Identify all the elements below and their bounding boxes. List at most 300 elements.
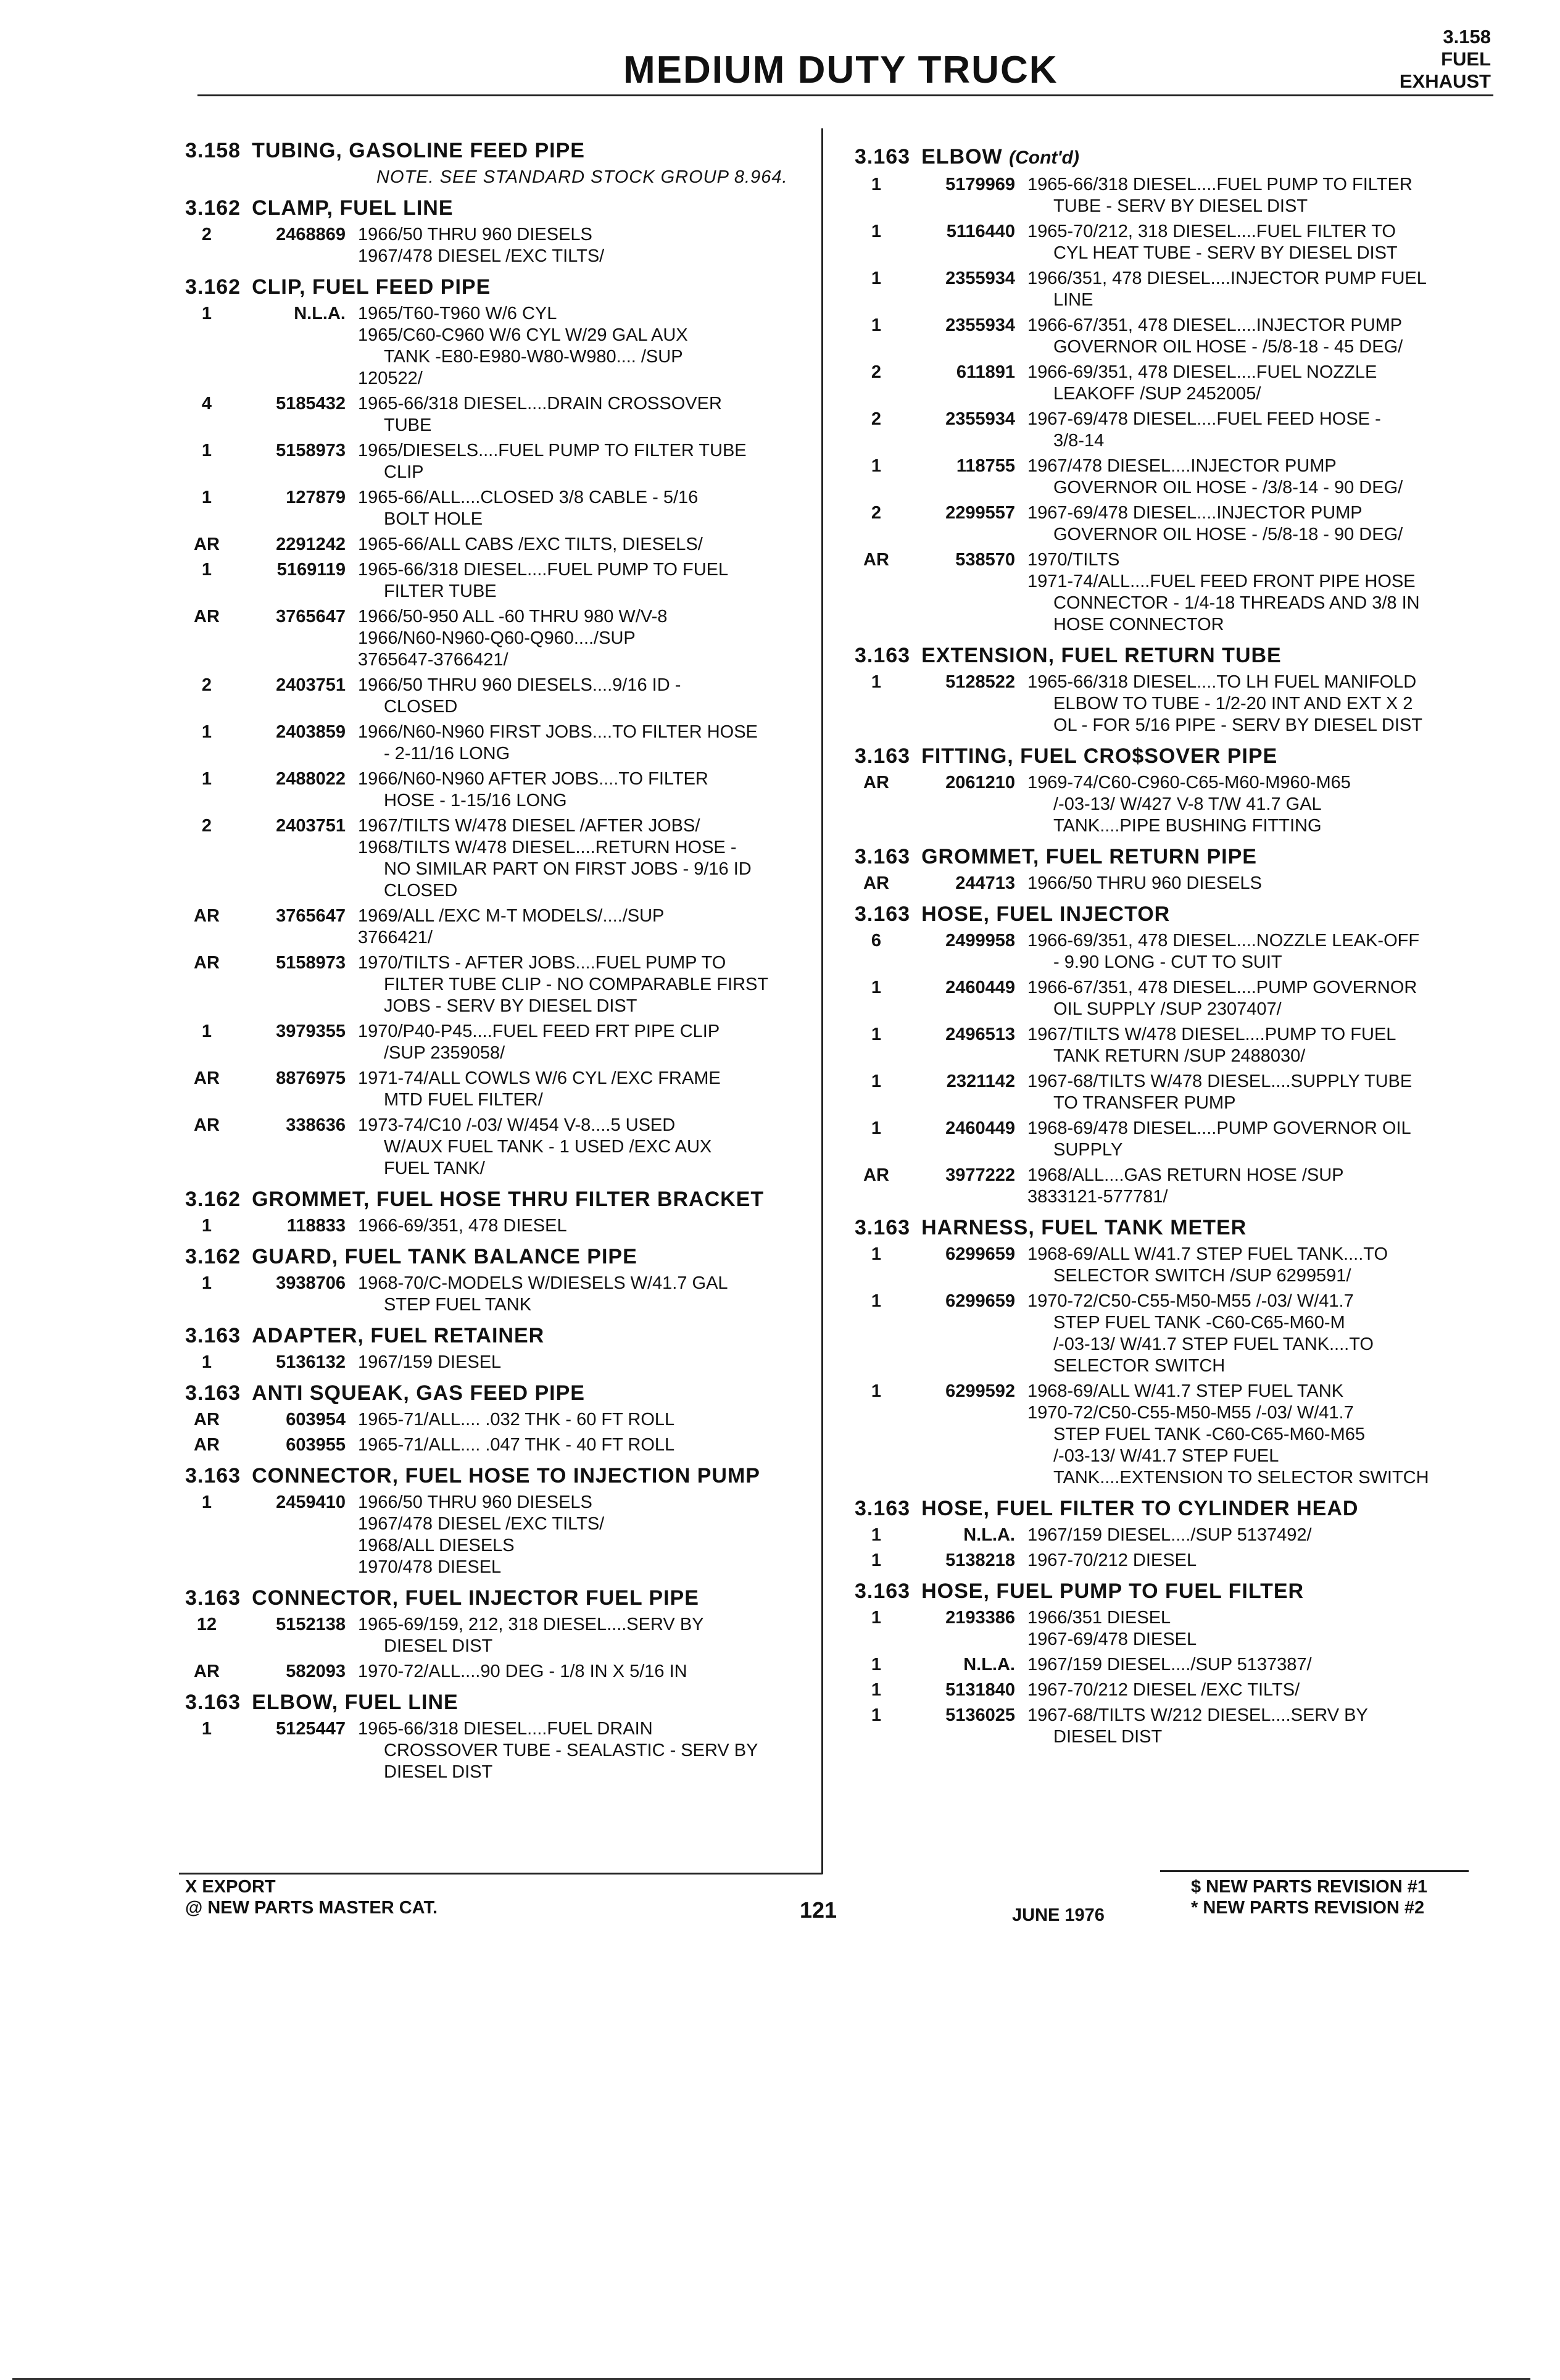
description-line: 1965-66/318 DIESEL....FUEL PUMP TO FUEL <box>358 560 729 580</box>
part-entry <box>855 672 1503 736</box>
part-quantity: 1 <box>871 1071 882 1091</box>
description-line: 1968/ALL DIESELS <box>358 1536 515 1555</box>
description-line: 1967/TILTS W/478 DIESEL /AFTER JOBS/ <box>358 816 700 836</box>
part-quantity: 1 <box>201 488 212 507</box>
description-line: TUBE <box>384 415 432 435</box>
part-entry <box>185 487 815 530</box>
part-number: 2291242 <box>276 535 346 554</box>
catalog-section <box>185 1187 815 1237</box>
part-quantity: 1 <box>871 672 882 692</box>
section-number: 3.162 <box>185 1245 241 1268</box>
part-entry <box>185 559 815 602</box>
description-line: 1965/DIESELS....FUEL PUMP TO FILTER TUBE <box>358 441 747 460</box>
description-line: BOLT HOLE <box>384 509 483 529</box>
description-line: OIL SUPPLY /SUP 2307407/ <box>1053 999 1282 1019</box>
description-line: TANK....PIPE BUSHING FITTING <box>1053 816 1322 836</box>
description-line: 1971-74/ALL COWLS W/6 CYL /EXC FRAME <box>358 1068 721 1088</box>
part-number: 2460449 <box>945 978 1015 997</box>
footer-master-cat-note: @ NEW PARTS MASTER CAT. <box>185 1898 438 1918</box>
part-number: 2355934 <box>945 315 1015 335</box>
description-line: 1965-66/318 DIESEL....FUEL PUMP TO FILTER <box>1027 175 1413 194</box>
part-number: 3765647 <box>276 607 346 626</box>
section-heading <box>185 1463 815 1488</box>
description-line: 1967-69/478 DIESEL....FUEL FEED HOSE - <box>1027 409 1381 429</box>
description-line: 1967/159 DIESEL..../SUP 5137387/ <box>1027 1655 1312 1675</box>
part-description <box>1027 1024 1503 1067</box>
description-line: 1965-66/318 DIESEL....FUEL DRAIN <box>358 1719 653 1739</box>
description-line: TUBE - SERV BY DIESEL DIST <box>1053 196 1308 216</box>
part-description <box>1027 268 1503 311</box>
part-number: 5179969 <box>945 175 1015 194</box>
part-quantity: AR <box>194 1410 220 1429</box>
section-title: CONNECTOR, FUEL INJECTOR FUEL PIPE <box>252 1586 699 1610</box>
part-entry <box>185 722 815 765</box>
catalog-section <box>855 1215 1503 1489</box>
description-line: 1967/478 DIESEL....INJECTOR PUMP <box>1027 456 1337 476</box>
description-line: STEP FUEL TANK -C60-C65-M60-M <box>1053 1313 1345 1333</box>
part-entry <box>185 1352 815 1373</box>
part-description <box>1027 315 1503 358</box>
part-quantity: 1 <box>871 222 882 241</box>
part-description <box>1027 1679 1503 1701</box>
section-title: ELBOW <box>921 145 1003 169</box>
section-title: GROMMET, FUEL RETURN PIPE <box>921 845 1257 868</box>
description-line: LINE <box>1053 290 1093 310</box>
part-description <box>358 1115 815 1180</box>
description-line: 1968/TILTS W/478 DIESEL....RETURN HOSE - <box>358 838 737 857</box>
part-description <box>1027 672 1503 736</box>
catalog-section <box>855 643 1503 736</box>
part-entry <box>185 1021 815 1064</box>
description-line: DIESEL DIST <box>384 1636 493 1656</box>
part-quantity: 2 <box>871 503 882 523</box>
part-quantity: 1 <box>871 1244 882 1264</box>
section-heading <box>855 643 1503 668</box>
section-number: 3.158 <box>185 139 241 162</box>
part-number: 2499958 <box>945 931 1015 951</box>
part-number: 2193386 <box>945 1608 1015 1628</box>
description-line: 1970-72/C50-C55-M50-M55 /-03/ W/41.7 <box>1027 1291 1354 1311</box>
part-number: N.L.A. <box>294 304 346 323</box>
part-entry <box>185 393 815 436</box>
part-number: 8876975 <box>276 1068 346 1088</box>
part-number: N.L.A. <box>963 1525 1015 1545</box>
part-description <box>358 1614 815 1657</box>
part-quantity: 2 <box>871 409 882 429</box>
part-description <box>1027 1118 1503 1161</box>
part-entry <box>855 1291 1503 1377</box>
description-line: 1965/T60-T960 W/6 CYL <box>358 304 557 323</box>
part-description <box>358 1273 815 1316</box>
description-line: 1966-69/351, 478 DIESEL....NOZZLE LEAK-OFF <box>1027 931 1420 951</box>
description-line: CYL HEAT TUBE - SERV BY DIESEL DIST <box>1053 243 1398 263</box>
part-entry <box>185 1273 815 1316</box>
footer-revision-1: $ NEW PARTS REVISION #1 <box>1191 1877 1427 1897</box>
part-number: 6299659 <box>945 1244 1015 1264</box>
part-number: 3938706 <box>276 1273 346 1293</box>
part-entry <box>185 534 815 555</box>
part-entry <box>855 1165 1503 1208</box>
description-line: 1970/TILTS - AFTER JOBS....FUEL PUMP TO <box>358 953 726 973</box>
part-quantity: 1 <box>201 560 212 580</box>
section-number: 3.163 <box>185 1464 241 1488</box>
description-line: W/AUX FUEL TANK - 1 USED /EXC AUX <box>384 1137 712 1157</box>
part-quantity: AR <box>194 1435 220 1455</box>
catalog-section <box>185 1463 815 1578</box>
part-quantity: 1 <box>871 1118 882 1138</box>
description-line: 1968-69/478 DIESEL....PUMP GOVERNOR OIL <box>1027 1118 1411 1138</box>
part-entry <box>855 315 1503 358</box>
part-entry <box>855 174 1503 217</box>
part-number: 3977222 <box>945 1165 1015 1185</box>
part-description <box>358 952 815 1017</box>
catalog-section <box>185 1586 815 1683</box>
section-number: 3.163 <box>855 744 911 768</box>
section-heading <box>855 1579 1503 1604</box>
publication-date: JUNE 1976 <box>1012 1905 1105 1925</box>
part-number: 538570 <box>955 550 1015 570</box>
part-quantity: 1 <box>201 441 212 460</box>
section-heading <box>185 1586 815 1610</box>
description-line: /-03-13/ W/41.7 STEP FUEL TANK....TO <box>1053 1334 1374 1354</box>
part-description <box>1027 1654 1503 1676</box>
part-number: 5138218 <box>945 1550 1015 1570</box>
description-line: 3765647-3766421/ <box>358 650 508 670</box>
part-description <box>358 1492 815 1578</box>
description-line: STEP FUEL TANK -C60-C65-M60-M65 <box>1053 1425 1365 1444</box>
part-entry <box>185 1409 815 1431</box>
part-entry <box>185 675 815 718</box>
part-quantity: AR <box>194 607 220 626</box>
part-quantity: 1 <box>871 175 882 194</box>
part-entry <box>185 905 815 949</box>
description-line: TANK RETURN /SUP 2488030/ <box>1053 1046 1306 1066</box>
description-line: 1966/351 DIESEL <box>1027 1608 1171 1628</box>
description-line: CLOSED <box>384 697 458 717</box>
part-number: 2403751 <box>276 816 346 836</box>
description-line: 1966-67/351, 478 DIESEL....PUMP GOVERNOR <box>1027 978 1417 997</box>
description-line: 1966/50 THRU 960 DIESELS <box>358 1492 592 1512</box>
part-entry <box>185 606 815 671</box>
section-title: EXTENSION, FUEL RETURN TUBE <box>921 644 1282 667</box>
section-number: 3.163 <box>185 1586 241 1610</box>
section-heading <box>185 1381 815 1405</box>
part-quantity: 1 <box>201 1352 212 1372</box>
description-line: 1967-68/TILTS W/478 DIESEL....SUPPLY TUBE <box>1027 1071 1413 1091</box>
section-heading <box>185 1244 815 1269</box>
part-quantity: AR <box>194 953 220 973</box>
description-line: GOVERNOR OIL HOSE - /5/8-18 - 90 DEG/ <box>1053 525 1403 544</box>
part-description <box>358 487 815 530</box>
section-title: FITTING, FUEL CRO$SOVER PIPE <box>921 744 1278 768</box>
part-description <box>358 1409 815 1431</box>
part-description <box>358 440 815 483</box>
part-description <box>1027 930 1503 973</box>
description-line: 1967/159 DIESEL..../SUP 5137492/ <box>1027 1525 1312 1545</box>
part-entry <box>185 1434 815 1456</box>
description-line: 1971-74/ALL....FUEL FEED FRONT PIPE HOSE <box>1027 572 1416 591</box>
part-quantity: AR <box>194 906 220 926</box>
description-line: 1967-69/478 DIESEL....INJECTOR PUMP <box>1027 503 1363 523</box>
description-line: 1970-72/ALL....90 DEG - 1/8 IN X 5/16 IN <box>358 1662 687 1681</box>
part-entry <box>855 502 1503 546</box>
section-title: HOSE, FUEL PUMP TO FUEL FILTER <box>921 1579 1305 1603</box>
part-quantity: 1 <box>871 268 882 288</box>
description-line: TO TRANSFER PUMP <box>1053 1093 1236 1113</box>
description-line: /-03-13/ W/41.7 STEP FUEL <box>1053 1446 1279 1466</box>
section-group: FUEL <box>1441 48 1491 70</box>
part-entry <box>185 1718 815 1783</box>
page-title: MEDIUM DUTY TRUCK <box>623 49 1058 91</box>
header-rule <box>197 94 1493 96</box>
part-description <box>1027 772 1503 837</box>
part-number: 5158973 <box>276 441 346 460</box>
part-quantity: 1 <box>871 1025 882 1044</box>
section-number: 3.163 <box>855 1579 911 1603</box>
part-quantity: 1 <box>201 722 212 742</box>
catalog-section <box>185 196 815 267</box>
description-line: HOSE CONNECTOR <box>1053 615 1224 635</box>
part-description <box>358 1434 815 1456</box>
catalog-section <box>855 1579 1503 1748</box>
description-line: 1966/50 THRU 960 DIESELS <box>358 225 592 244</box>
section-heading <box>185 1690 815 1715</box>
part-description <box>1027 1550 1503 1571</box>
part-description <box>358 559 815 602</box>
part-entry <box>855 362 1503 405</box>
part-description <box>1027 1244 1503 1287</box>
part-number: 2321142 <box>946 1071 1015 1091</box>
description-line: 1967-69/478 DIESEL <box>1027 1629 1197 1649</box>
description-line: 1966-69/351, 478 DIESEL <box>358 1216 567 1236</box>
part-description <box>1027 873 1503 894</box>
part-description <box>1027 502 1503 546</box>
part-quantity: 1 <box>871 978 882 997</box>
part-description <box>358 393 815 436</box>
description-line: - 9.90 LONG - CUT TO SUIT <box>1053 952 1282 972</box>
part-description <box>358 1215 815 1237</box>
description-line: NO SIMILAR PART ON FIRST JOBS - 9/16 ID <box>384 859 752 879</box>
part-entry <box>185 952 815 1017</box>
description-line: 1970/TILTS <box>1027 550 1120 570</box>
part-number: 244713 <box>955 873 1015 893</box>
part-quantity: 1 <box>871 1608 882 1628</box>
part-description <box>358 1021 815 1064</box>
part-description <box>358 1661 815 1683</box>
left-column <box>185 131 815 1787</box>
description-line: 1967-70/212 DIESEL /EXC TILTS/ <box>1027 1680 1300 1700</box>
description-line: FILTER TUBE <box>384 581 497 601</box>
part-quantity: 1 <box>871 1381 882 1401</box>
description-line: CROSSOVER TUBE - SEALASTIC - SERV BY <box>384 1741 758 1760</box>
part-number: 2459410 <box>276 1492 346 1512</box>
part-description <box>1027 174 1503 217</box>
description-line: 1967-68/TILTS W/212 DIESEL....SERV BY <box>1027 1705 1368 1725</box>
description-line: SELECTOR SWITCH /SUP 6299591/ <box>1053 1266 1351 1286</box>
description-line: OL - FOR 5/16 PIPE - SERV BY DIESEL DIST <box>1053 715 1422 735</box>
description-line: HOSE - 1-15/16 LONG <box>384 791 567 810</box>
section-heading <box>855 902 1503 926</box>
part-entry <box>185 224 815 267</box>
footer-legend-left <box>185 1876 438 1918</box>
section-number: 3.162 <box>185 1188 241 1211</box>
description-line: 1970-72/C50-C55-M50-M55 /-03/ W/41.7 <box>1027 1403 1354 1423</box>
description-line: CLIP <box>384 462 424 482</box>
description-line: 1966/N60-N960 FIRST JOBS....TO FILTER HOSE <box>358 722 758 742</box>
description-line: SUPPLY <box>1053 1140 1123 1160</box>
part-number: 2355934 <box>945 268 1015 288</box>
part-entry <box>185 815 815 902</box>
part-entry <box>855 221 1503 264</box>
section-title: HARNESS, FUEL TANK METER <box>921 1216 1247 1239</box>
description-line: 3766421/ <box>358 928 433 947</box>
description-line: 1965/C60-C960 W/6 CYL W/29 GAL AUX <box>358 325 688 345</box>
part-quantity: 1 <box>201 769 212 789</box>
part-entry <box>855 1071 1503 1114</box>
part-quantity: 12 <box>196 1615 217 1634</box>
part-entry <box>855 1381 1503 1489</box>
description-line: /SUP 2359058/ <box>384 1043 505 1063</box>
part-number: 5136025 <box>945 1705 1015 1725</box>
part-quantity: 1 <box>871 1655 882 1675</box>
part-description <box>358 606 815 671</box>
description-line: 1965-71/ALL.... .032 THK - 60 FT ROLL <box>358 1410 675 1429</box>
part-entry <box>185 440 815 483</box>
part-description <box>358 534 815 555</box>
part-description <box>1027 1525 1503 1546</box>
part-quantity: 1 <box>201 1273 212 1293</box>
description-line: 120522/ <box>358 368 423 388</box>
description-line: 1966/N60-N960 AFTER JOBS....TO FILTER <box>358 769 708 789</box>
description-line: /-03-13/ W/427 V-8 T/W 41.7 GAL <box>1053 794 1322 814</box>
part-quantity: 6 <box>871 931 882 951</box>
part-number: 2496513 <box>945 1025 1015 1044</box>
description-line: 1966-69/351, 478 DIESEL....FUEL NOZZLE <box>1027 362 1377 382</box>
part-quantity: 1 <box>871 1550 882 1570</box>
part-description <box>358 303 815 389</box>
section-number: 3.163 <box>855 644 911 667</box>
section-subgroup: EXHAUST <box>1399 70 1491 92</box>
part-description <box>1027 1291 1503 1377</box>
section-heading <box>855 1215 1503 1240</box>
part-description <box>1027 1607 1503 1650</box>
section-number: 3.162 <box>185 275 241 299</box>
part-number: 5152138 <box>276 1615 346 1634</box>
description-line: CLOSED <box>384 881 458 901</box>
part-description <box>1027 1071 1503 1114</box>
description-line: 3/8-14 <box>1053 431 1105 451</box>
part-quantity: AR <box>863 773 889 793</box>
part-description <box>358 722 815 765</box>
footer-rule-right <box>1160 1870 1469 1872</box>
description-line: 1965-66/318 DIESEL....DRAIN CROSSOVER <box>358 394 722 414</box>
part-quantity: 1 <box>871 1680 882 1700</box>
description-line: STEP FUEL TANK <box>384 1295 532 1315</box>
section-title: CLAMP, FUEL LINE <box>252 196 454 220</box>
part-quantity: AR <box>863 873 889 893</box>
part-number: 338636 <box>286 1115 346 1135</box>
description-line: 1973-74/C10 /-03/ W/454 V-8....5 USED <box>358 1115 676 1135</box>
description-line: 1967/478 DIESEL /EXC TILTS/ <box>358 246 605 266</box>
description-line: 1969/ALL /EXC M-T MODELS/..../SUP <box>358 906 665 926</box>
description-line: 1968-70/C-MODELS W/DIESELS W/41.7 GAL <box>358 1273 728 1293</box>
part-entry <box>855 456 1503 499</box>
section-title: CLIP, FUEL FEED PIPE <box>252 275 491 299</box>
part-description <box>358 1352 815 1373</box>
part-number: 603955 <box>286 1435 346 1455</box>
part-entry <box>855 1607 1503 1650</box>
part-quantity: 4 <box>201 394 212 414</box>
part-description <box>1027 1705 1503 1748</box>
part-description <box>1027 409 1503 452</box>
description-line: 1970/478 DIESEL <box>358 1557 502 1577</box>
part-number: 5128522 <box>945 672 1015 692</box>
part-quantity: AR <box>863 1165 889 1185</box>
description-line: 1967-70/212 DIESEL <box>1027 1550 1197 1570</box>
part-quantity: 2 <box>201 816 212 836</box>
part-number: 118755 <box>956 456 1015 476</box>
part-number: 5158973 <box>276 953 346 973</box>
column-divider <box>821 128 823 1874</box>
part-number: 127879 <box>286 488 346 507</box>
description-line: 1968-69/ALL W/41.7 STEP FUEL TANK....TO <box>1027 1244 1388 1264</box>
description-line: 1966/50-950 ALL -60 THRU 980 W/V-8 <box>358 607 668 626</box>
part-quantity: 1 <box>871 1291 882 1311</box>
part-number: 2488022 <box>276 769 346 789</box>
part-entry <box>855 772 1503 837</box>
part-quantity: 1 <box>201 1021 212 1041</box>
description-line: GOVERNOR OIL HOSE - /3/8-14 - 90 DEG/ <box>1053 478 1403 497</box>
part-number: 2355934 <box>945 409 1015 429</box>
part-number: 603954 <box>286 1410 346 1429</box>
part-number: 6299659 <box>945 1291 1015 1311</box>
description-line: 1968/ALL....GAS RETURN HOSE /SUP <box>1027 1165 1344 1185</box>
part-quantity: 2 <box>201 675 212 695</box>
catalog-section <box>855 844 1503 894</box>
footer-revision-2: * NEW PARTS REVISION #2 <box>1191 1898 1425 1918</box>
section-heading <box>185 138 815 163</box>
part-entry <box>185 768 815 812</box>
part-description <box>358 815 815 902</box>
section-number: 3.162 <box>185 196 241 220</box>
part-description <box>358 768 815 812</box>
section-number: 3.163 <box>185 1324 241 1347</box>
catalog-section <box>185 275 815 1180</box>
section-title: TUBING, GASOLINE FEED PIPE <box>252 139 585 162</box>
part-entry <box>855 1118 1503 1161</box>
part-description <box>1027 977 1503 1020</box>
section-number: 3.163 <box>185 1381 241 1405</box>
part-number: 5185432 <box>276 394 346 414</box>
part-number: 2061210 <box>945 773 1015 793</box>
section-number: 3.163 <box>855 1216 911 1239</box>
section-title: CONNECTOR, FUEL HOSE TO INJECTION PUMP <box>252 1464 760 1488</box>
part-quantity: 1 <box>871 456 882 476</box>
part-number: 5131840 <box>945 1680 1015 1700</box>
part-entry <box>855 1679 1503 1701</box>
section-heading <box>855 144 1503 170</box>
part-entry <box>855 1024 1503 1067</box>
part-quantity: 1 <box>201 1492 212 1512</box>
part-entry <box>855 1705 1503 1748</box>
part-entry <box>855 1525 1503 1546</box>
part-entry <box>855 873 1503 894</box>
section-number: 3.163 <box>185 1691 241 1714</box>
part-number: 3765647 <box>276 906 346 926</box>
part-number: 5136132 <box>276 1352 346 1372</box>
section-heading <box>855 1496 1503 1521</box>
part-quantity: 1 <box>201 1216 212 1236</box>
